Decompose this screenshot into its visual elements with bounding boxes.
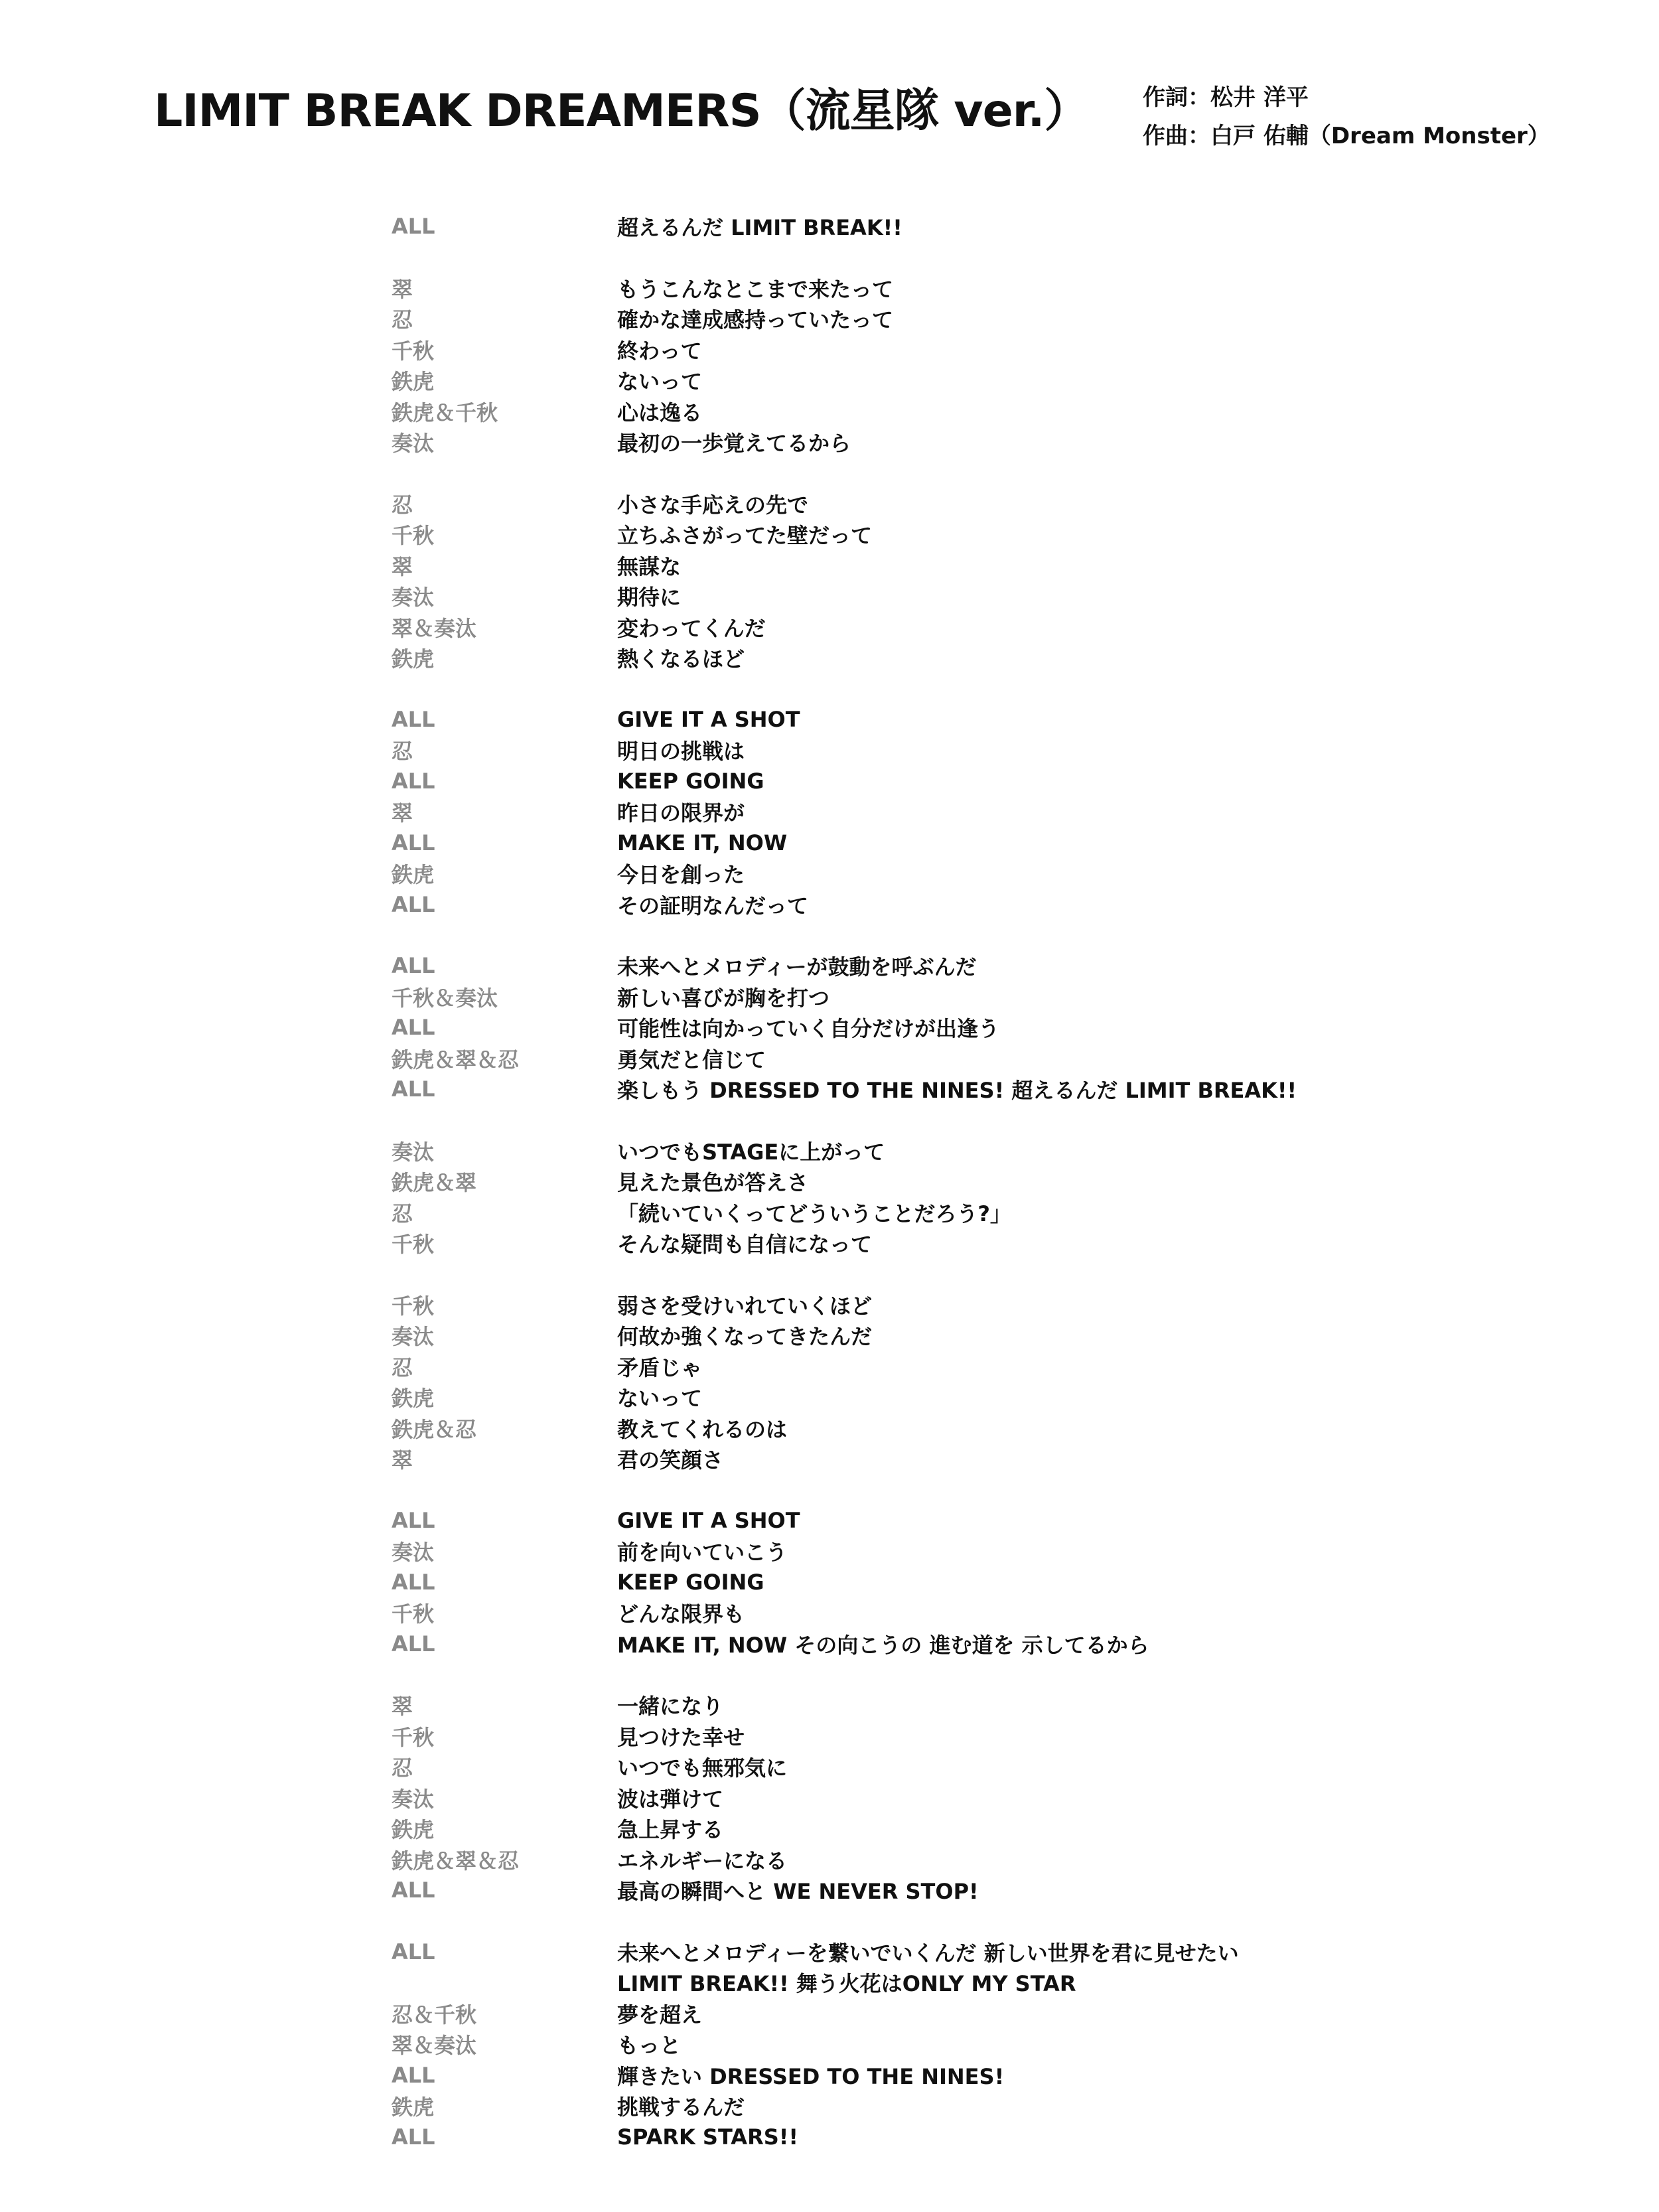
lyric-section [392, 1937, 1586, 2153]
singer-label: 奏汰 [392, 1139, 435, 1165]
lyric-line [392, 1998, 1586, 2029]
singer-label: 鉄虎＆翠＆忍 [392, 1848, 520, 1874]
lyric-text: 可能性は向かっていく自分だけが出逢う [617, 1016, 1000, 1042]
lyric-text: いつでも無邪気に [617, 1755, 788, 1781]
lyric-text: LIMIT BREAK!! 舞う火花はONLY MY STAR [617, 1971, 1076, 1997]
lyric-line [392, 1505, 1586, 1536]
lyric-text: 新しい喜びが胸を打つ [617, 985, 830, 1011]
lyric-line [392, 735, 1586, 766]
lyric-line [392, 1166, 1586, 1197]
lyric-line [392, 2029, 1586, 2060]
singer-label: 千秋 [392, 338, 435, 364]
lyric-line [392, 581, 1586, 612]
singer-label: 千秋 [392, 1293, 435, 1319]
singer-label: 忍 [392, 307, 413, 333]
lyric-line [392, 704, 1586, 735]
lyric-text: 輝きたい DRESSED TO THE NINES! [617, 2063, 1005, 2089]
lyric-section [392, 704, 1586, 921]
singer-label: 翠 [392, 1447, 413, 1473]
singer-label: 忍 [392, 739, 413, 765]
singer-label: 翠＆奏汰 [392, 2033, 477, 2059]
lyric-line [392, 1382, 1586, 1413]
lyric-line [392, 273, 1586, 304]
lyric-line [392, 950, 1586, 982]
lyric-text: 見つけた幸せ [617, 1724, 745, 1750]
credits [1143, 78, 1550, 155]
lyric-line [392, 365, 1586, 396]
lyric-line [392, 766, 1586, 797]
lyric-line [392, 858, 1586, 889]
lyric-text: MAKE IT, NOW [617, 830, 788, 855]
lyric-line [392, 642, 1586, 674]
lyric-line [392, 1012, 1586, 1043]
lyric-line [392, 1813, 1586, 1844]
lyric-text: 終わって [617, 338, 702, 364]
lyric-text: 立ちふさがってた壁だって [617, 523, 873, 549]
singer-label: 忍 [392, 1755, 413, 1781]
lyric-line [392, 211, 1586, 242]
lyric-line [392, 550, 1586, 581]
singer-label: 鉄虎 [392, 2095, 435, 2120]
singer-label: 奏汰 [392, 1786, 435, 1812]
singer-label: 鉄虎＆翠＆忍 [392, 1047, 520, 1072]
singer-label: 忍 [392, 1201, 413, 1226]
lyric-line [392, 889, 1586, 921]
lyric-text: 変わってくんだ [617, 615, 766, 641]
singer-label: ALL [392, 891, 435, 917]
lyric-section [392, 1690, 1586, 1906]
singer-label: 鉄虎 [392, 646, 435, 672]
lyric-text: 君の笑顔さ [617, 1447, 724, 1473]
composer-credit: 作曲：白戸 佑輔（Dream Monster） [1143, 123, 1550, 149]
lyric-text: もっと [617, 2033, 682, 2059]
lyric-line [392, 1136, 1586, 1167]
lyric-text: 挑戦するんだ [617, 2095, 745, 2120]
singer-label: 鉄虎 [392, 862, 435, 888]
lyric-text: ないって [617, 369, 703, 395]
lyric-line [392, 1043, 1586, 1074]
lyric-line [392, 1844, 1586, 1876]
lyric-text: 急上昇する [617, 1817, 724, 1843]
lyric-text: 何故か強くなってきたんだ [617, 1324, 873, 1350]
lyric-text: エネルギーになる [617, 1848, 788, 1874]
lyric-text: 最高の瞬間へと WE NEVER STOP! [617, 1879, 979, 1905]
lyric-text: KEEP GOING [617, 768, 764, 794]
singer-label: 鉄虎 [392, 1386, 435, 1412]
singer-label: ALL [392, 1076, 435, 1102]
singer-label: ALL [392, 706, 435, 732]
lyric-text: 教えてくれるのは [617, 1416, 788, 1442]
singer-label: ALL [392, 214, 435, 240]
singer-label: 鉄虎＆忍 [392, 1416, 477, 1442]
lyric-text: 見えた景色が答えさ [617, 1170, 809, 1196]
lyric-text: ないって [617, 1386, 703, 1412]
singer-label: 翠 [392, 553, 413, 579]
singer-label: ALL [392, 2062, 435, 2088]
lyric-line [392, 1567, 1586, 1598]
lyric-section [392, 1505, 1586, 1660]
singer-label: 千秋 [392, 523, 435, 549]
lyric-line [392, 1197, 1586, 1228]
lyric-text: 超えるんだ LIMIT BREAK!! [617, 215, 902, 241]
lyric-line [392, 303, 1586, 334]
lyric-text: 熱くなるほど [617, 646, 745, 672]
lyric-line [392, 828, 1586, 859]
singer-label: 千秋＆奏汰 [392, 985, 498, 1011]
singer-label: ALL [392, 1015, 435, 1041]
singer-label: ALL [392, 953, 435, 979]
singer-label: 奏汰 [392, 1540, 435, 1566]
lyric-section [392, 273, 1586, 458]
lyric-line [392, 1074, 1586, 1105]
lyric-line [392, 427, 1586, 458]
lyric-text: 小さな手応えの先で [617, 492, 809, 518]
singer-label: 鉄虎 [392, 1817, 435, 1843]
singer-label: 奏汰 [392, 431, 435, 457]
lyricist-credit: 作詞：松井 洋平 [1143, 84, 1309, 111]
lyrics-body [392, 211, 1586, 2183]
lyric-text: 未来へとメロディーが鼓動を呼ぶんだ [617, 954, 977, 980]
singer-label: 鉄虎＆翠 [392, 1170, 477, 1196]
lyric-line [392, 796, 1586, 828]
lyric-line [392, 396, 1586, 427]
singer-label: 鉄虎＆千秋 [392, 400, 498, 425]
singer-label: ALL [392, 830, 435, 855]
lyric-line [392, 1228, 1586, 1259]
lyric-line [392, 2122, 1586, 2153]
singer-label: ALL [392, 1569, 435, 1595]
singer-label: 翠 [392, 800, 413, 826]
lyric-text: SPARK STARS!! [617, 2124, 798, 2150]
header [154, 78, 1548, 158]
lyric-text: 波は弾けて [617, 1786, 724, 1812]
lyric-text: GIVE IT A SHOT [617, 706, 800, 732]
lyric-text: 弱さを受けいれていくほど [617, 1293, 873, 1319]
lyric-text: 最初の一歩覚えてるから [617, 431, 851, 457]
lyric-section [392, 211, 1586, 242]
lyric-text: MAKE IT, NOW その向こうの 進む道を 示してるから [617, 1632, 1149, 1658]
lyric-text: 明日の挑戦は [617, 739, 745, 765]
lyric-section [392, 950, 1586, 1105]
singer-label: ALL [392, 1631, 435, 1657]
singer-label: 奏汰 [392, 585, 435, 611]
lyric-text: 一緒になり [617, 1694, 724, 1720]
lyric-line [392, 1351, 1586, 1382]
singer-label: ALL [392, 2124, 435, 2150]
lyric-text: どんな限界も [617, 1601, 745, 1627]
lyric-text: 未来へとメロディーを繋いでいくんだ 新しい世界を君に見せたい [617, 1940, 1239, 1966]
singer-label: 忍 [392, 1355, 413, 1380]
singer-label: 翠 [392, 1694, 413, 1720]
lyric-line [392, 982, 1586, 1013]
lyric-line [392, 1597, 1586, 1629]
lyric-text: その証明なんだって [617, 893, 809, 919]
lyric-text: 今日を創った [617, 862, 745, 888]
lyric-text: いつでもSTAGEに上がって [617, 1139, 885, 1165]
lyric-line [392, 519, 1586, 550]
lyric-text: 夢を超え [617, 2002, 703, 2028]
lyric-line [392, 2060, 1586, 2091]
singer-label: 奏汰 [392, 1324, 435, 1350]
singer-label: 翠 [392, 276, 413, 302]
lyric-line [392, 1536, 1586, 1567]
singer-label: 忍 [392, 492, 413, 518]
lyric-line [392, 334, 1586, 366]
lyric-text: 矛盾じゃ [617, 1355, 703, 1380]
singer-label: ALL [392, 1878, 435, 1903]
lyric-text: 「続いていくってどういうことだろう?」 [617, 1201, 1011, 1226]
singer-label: 忍＆千秋 [392, 2002, 477, 2028]
singer-label: 千秋 [392, 1601, 435, 1627]
lyric-text: 心は逸る [617, 400, 703, 425]
lyric-line [392, 1443, 1586, 1475]
lyric-line [392, 1751, 1586, 1783]
lyric-line [392, 2091, 1586, 2122]
singer-label: 鉄虎 [392, 369, 435, 395]
lyric-line [392, 488, 1586, 520]
singer-label: 千秋 [392, 1724, 435, 1750]
lyric-text: 楽しもう DRESSED TO THE NINES! 超えるんだ LIMIT BREAK!! [617, 1078, 1297, 1104]
lyric-text: 昨日の限界が [617, 800, 745, 826]
lyric-text: 前を向いていこう [617, 1540, 788, 1566]
singer-label: ALL [392, 1507, 435, 1533]
lyric-section [392, 488, 1586, 674]
lyric-text: そんな疑問も自信になって [617, 1232, 873, 1258]
lyric-line [392, 1320, 1586, 1351]
lyric-line [392, 612, 1586, 643]
lyric-text: もうこんなとこまで来たって [617, 276, 894, 302]
lyric-line [392, 1413, 1586, 1444]
singer-label: 翠＆奏汰 [392, 615, 477, 641]
lyric-line [392, 1875, 1586, 1906]
lyric-line [392, 1967, 1586, 1998]
singer-label: ALL [392, 1939, 435, 1964]
lyric-text: 確かな達成感持っていたって [617, 307, 894, 333]
singer-label: ALL [392, 768, 435, 794]
lyric-line [392, 1629, 1586, 1660]
lyric-text: 期待に [617, 585, 682, 611]
lyric-line [392, 1937, 1586, 1968]
lyric-text: 勇気だと信じて [617, 1047, 766, 1072]
lyric-line [392, 1721, 1586, 1752]
lyric-text: 無謀な [617, 553, 682, 579]
lyric-line [392, 1783, 1586, 1814]
lyric-text: KEEP GOING [617, 1569, 764, 1595]
song-title: LIMIT BREAK DREAMERS（流星隊 ver.） [154, 85, 1089, 137]
singer-label: 千秋 [392, 1232, 435, 1258]
lyric-line [392, 1690, 1586, 1721]
lyric-section [392, 1136, 1586, 1259]
lyric-section [392, 1290, 1586, 1475]
lyric-line [392, 1290, 1586, 1321]
lyric-text: GIVE IT A SHOT [617, 1507, 800, 1533]
